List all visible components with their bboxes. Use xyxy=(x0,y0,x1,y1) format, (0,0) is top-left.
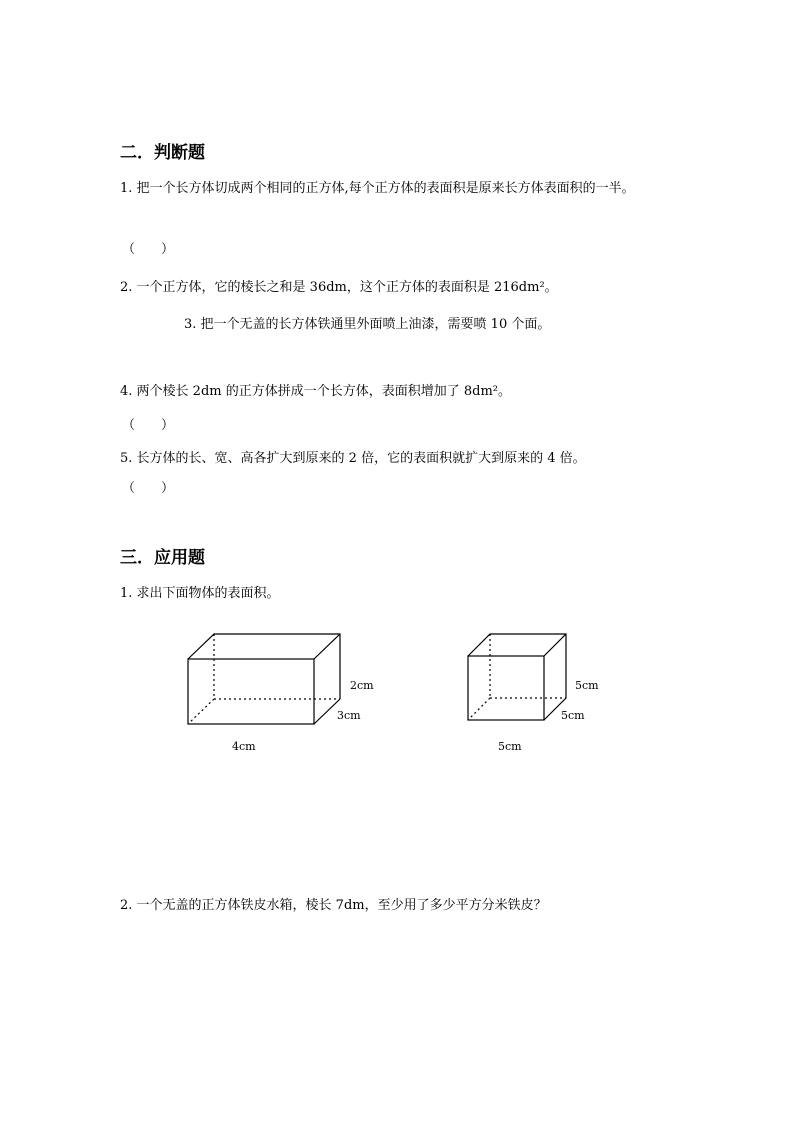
cube-hidden-diagonal xyxy=(468,698,490,720)
cuboid-height-label: 2cm xyxy=(350,679,374,692)
answer-parentheses-2-1[interactable]: （ ） xyxy=(122,242,175,257)
cube-figure xyxy=(468,634,566,720)
question-2-2: 2. 一个正方体，它的棱长之和是 36dm，这个正方体的表面积是 216dm²。 xyxy=(120,280,558,295)
question-3-1: 1. 求出下面物体的表面积。 xyxy=(120,586,280,601)
cuboid-width-label: 3cm xyxy=(337,709,361,722)
cuboid-top-right-edge xyxy=(314,634,340,659)
cuboid-figure xyxy=(188,634,340,724)
answer-parentheses-2-5[interactable]: （ ） xyxy=(122,481,175,496)
cuboid-front-face xyxy=(188,659,314,724)
question-2-3: 3. 把一个无盖的长方体铁通里外面喷上油漆，需要喷 10 个面。 xyxy=(184,317,551,332)
cube-width-label: 5cm xyxy=(561,709,585,722)
cube-length-label: 5cm xyxy=(498,740,522,753)
question-2-4: 4. 两个棱长 2dm 的正方体拼成一个长方体，表面积增加了 8dm²。 xyxy=(120,384,511,399)
cuboid-hidden-diagonal xyxy=(188,699,214,724)
cuboid-length-label: 4cm xyxy=(232,740,256,753)
cube-top-right-edge xyxy=(544,634,566,656)
section-3-title: 三．应用题 xyxy=(120,548,205,568)
cube-front-face xyxy=(468,656,544,720)
cube-back-edges xyxy=(468,634,566,720)
section-2-title: 二．判断题 xyxy=(120,143,205,163)
question-2-5: 5. 长方体的长、宽、高各扩大到原来的 2 倍，它的表面积就扩大到原来的 4 倍。 xyxy=(120,451,586,466)
question-3-2: 2. 一个无盖的正方体铁皮水箱，棱长 7dm，至少用了多少平方分米铁皮？ xyxy=(120,898,547,913)
question-2-1: 1. 把一个长方体切成两个相同的正方体,每个正方体的表面积是原来长方体表面积的一半。 xyxy=(120,181,635,196)
cuboid-back-edges xyxy=(188,634,340,724)
answer-parentheses-2-4[interactable]: （ ） xyxy=(122,418,175,433)
cube-height-label: 5cm xyxy=(575,679,599,692)
